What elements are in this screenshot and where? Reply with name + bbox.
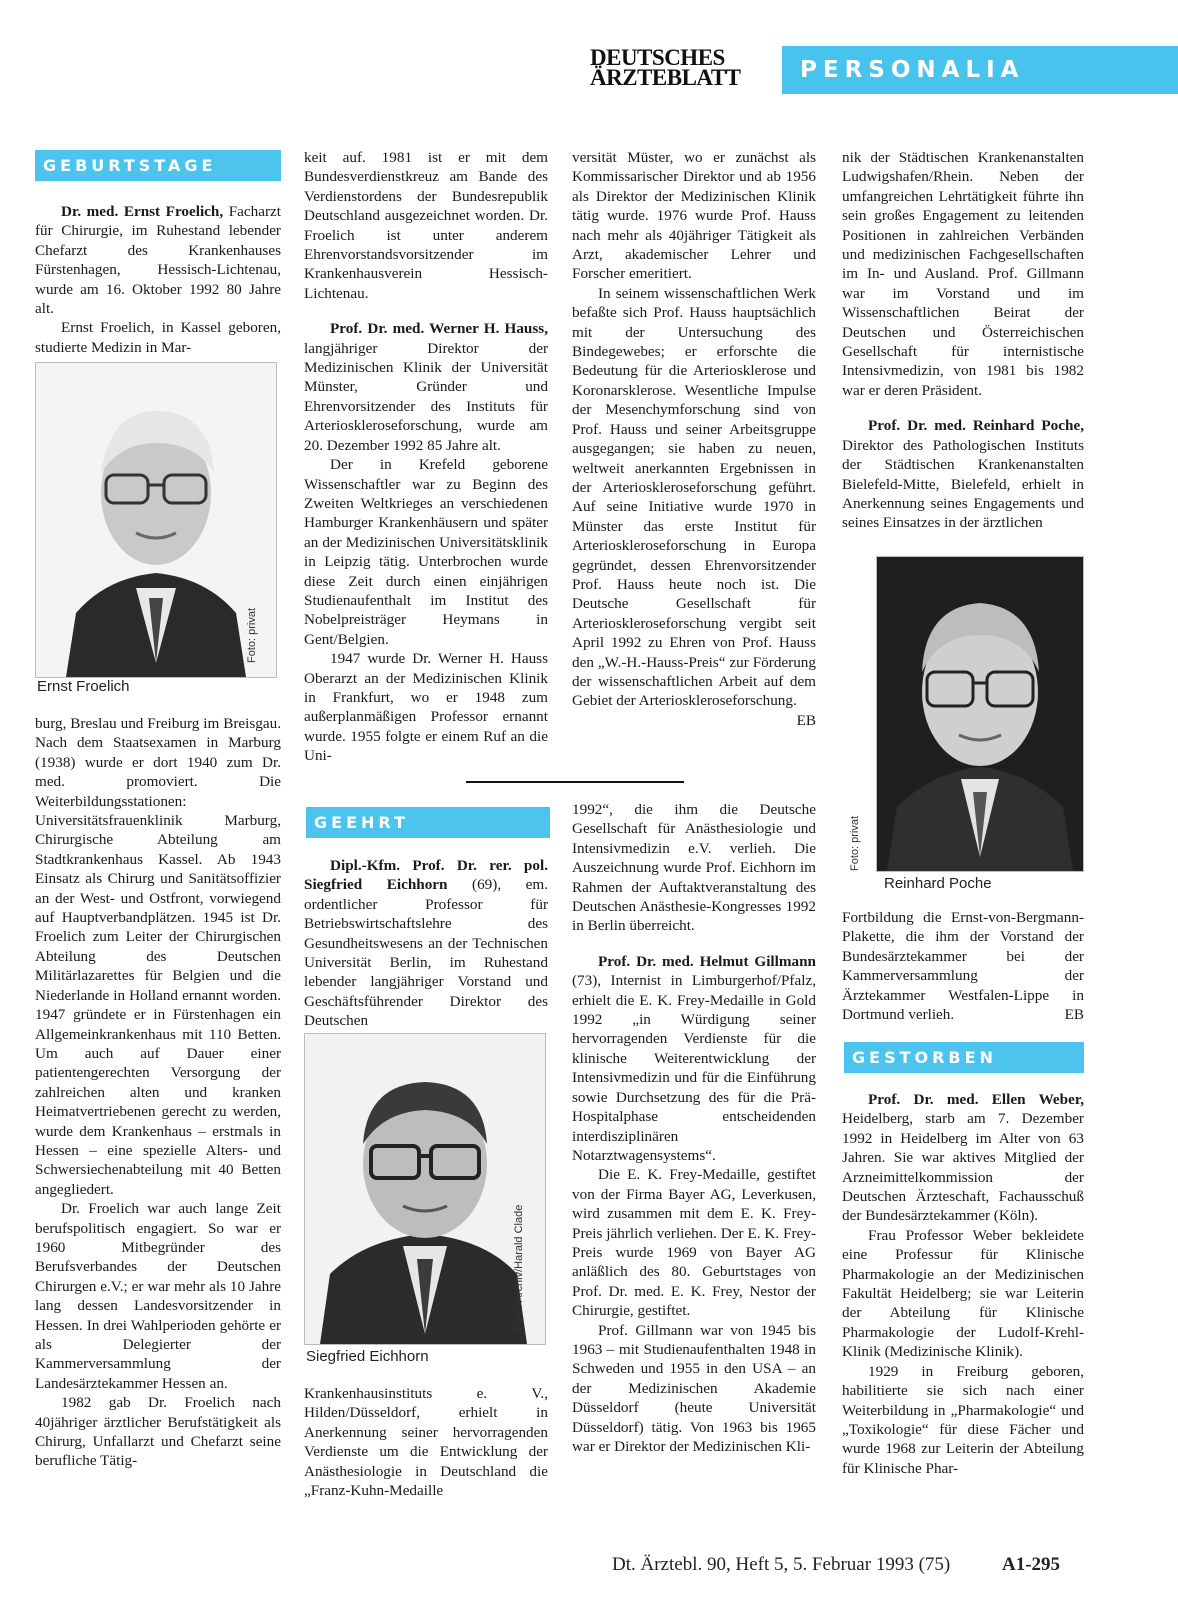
column-3-bottom [572,800,816,1456]
masthead-line-1: DEUTSCHES [590,45,725,70]
froelich-paragraph-2b: burg, Breslau und Freiburg im Breisgau. Nach dem Staatsexamen in Marburg (1938) wurde er dort 1940 zum Dr. med. promoviert. Die Weiterbildungsstationen: Universitätsfrauenklinik Marburg, Chirurgische Abteilung am Stadtkrankenhaus Kassel. Ab 1943 Einsatz als Chirurg und Sanitätsoffizier an der West- und Ostfront, vorwiegend auf Hauptverbandplätzen. 1945 ist Dr. Froelich zum Leiter der Chirurgischen Abteilung des Deutschen Militärlazarettes für Belgien und die Niederlande in Holland ernannt worden. 1947 gründete er in Fürstenhagen ein Allgemeinkrankenhaus mit 110 Betten. Um auch auf Dauer einer patientengerechten Versorgung der zahlreichen alten und kranken Heimatvertriebenen gerecht zu werden, wurde dem Krankenhaus – erstmals in Hessen – eine spezielle Alters- und Schwersiechenabteilung mit 40 Betten angegliedert. [35,715,281,1198]
weber-paragraph-2: Frau Professor Weber bekleidete eine Professur für Klinische Pharmakologie an der Medizinischen Fakultät Heidelberg; sie war Leiterin der Abteilung für Klinische Pharmakologie der Ludolf-Krehl-Klinik (Medizinische Klinik). [842,1226,1084,1361]
hauss-paragraph-3: 1947 wurde Dr. Werner H. Hauss Oberarzt an der Medizinischen Klinik in Frankfurt, wo er 1948 zum außerplanmäßigen Professor ernannt wurde. 1955 folgte er einem Ruf an die Uni- [304,650,548,765]
froelich-paragraph-end: keit auf. 1981 ist er mit dem Bundesverdienstkreuz am Bande des Verdienstordens der Bundesrepublik Deutschland ausgezeichnet worden. Dr. Froelich ist unter anderem Ehrenvorstandsvorsitzender im Krankenhausverein Hessisch-Lichtenau. [304,149,548,302]
portrait-image [305,1034,545,1344]
photo-credit: Foto: privat [246,607,258,663]
person-name-froelich: Dr. med. Ernst Froelich, [61,203,224,220]
hauss-intro: langjähriger Direktor der Medizinischen Klinik der Universität Münster, Gründer und Ehrenvorsitzender des Instituts für Arterioskleroseforschung, wurde am 20. Dezember 1992 85 Jahre alt. [304,339,548,454]
photo-siegfried-eichhorn [304,1033,546,1345]
masthead-line-2: ÄRZTEBLATT [590,65,741,90]
author-signature: EB [796,711,816,729]
author-signature: EB [1064,1006,1084,1024]
photo-reinhard-poche [849,556,1084,872]
eichhorn-continued: Krankenhausinstituts e. V., Hilden/Düsseldorf, erhielt in Anerkennung seiner hervorragenden Verdienste um die Entwicklung der Anästhesiologie in Deutschland die „Franz-Kuhn-Medaille [304,1385,548,1500]
hauss-paragraph-4: In seinem wissenschaftlichen Werk befaßte sich Prof. Hauss hauptsächlich mit der Untersuchung des Bindegewebes; er erforschte die Bedeutung für die Arteriosklerose und Koronarsklerose. Wesentliche Impulse der Mesenchymforschung sind von Prof. Hauss und seiner Arbeitsgruppe ausgegangen; sie haben zu neuen, weltweit anerkannten Ergebnissen in der Arterioskleroseforschung geführt. Auf seine Initiative wurde 1970 in Münster das erste Institut für Arterioskleroseforschung in Europa gegründet, dessen Ehrenvorsitzender Prof. Hauss heute noch ist. Die Deutsche Gesellschaft für Arterioskleroseforschung vergibt seit April 1992 zu Ehren von Prof. Hauss den „W.-H.-Hauss-Preis“ zur Förderung der wissenschaftlichen Arbeit auf dem Gebiet der Arterioskleroseforschung. [572,284,816,710]
gillmann-paragraph-3: Prof. Gillmann war von 1945 bis 1963 – mit Studienaufenthalten 1948 in Schweden und 1955 in den USA – an der Medizinischen Akademie Düsseldorf (heute Universität Düsseldorf) tätig. Von 1963 bis 1965 war er Direktor der Medizinischen Kli- [572,1321,816,1455]
section-bar-geburtstage: GEBURTSTAGE [35,150,281,181]
footer-citation: Dt. Ärztebl. 90, Heft 5, 5. Februar 1993 (75) [612,1554,951,1575]
eichhorn-intro: (69), em. ordentlicher Professor für Betriebswirtschaftslehre des Gesundheitswesens an der Technischen Universität Berlin, im Ruhestand lebender langjähriger Vorstand und Geschäftsführender Direktor des Deutschen [304,876,549,1030]
footer-page-number: A1-295 [1002,1554,1061,1575]
gillmann-intro: (73), Internist in Limburgerhof/Pfalz, erhielt die E. K. Frey-Medaille in Gold 1992 „in Würdigung seiner hervorragenden Verdienste für die klinische Weiterentwicklung der Intensivmedizin und für die Einführung sowie Durchsetzung des für die Prä-Hospitalphase entscheidenden interdisziplinären Notarztwagensystems“. [572,972,816,1164]
weber-paragraph-3: 1929 in Freiburg geboren, habilitierte sie sich nach einer Weiterbildung in „Pharmakologie“ und „Toxikologie“ für diese Fächer und wurde 1968 zur Leiterin der Abteilung für Klinische Phar- [842,1362,1084,1477]
photo-caption-poche: Reinhard Poche [884,875,992,892]
hauss-continued: versität Müster, wo er zunächst als Kommissarischer Direktor und ab 1956 als Direktor der Medizinischen Klinik tätig wurde. 1976 wurde Prof. Hauss nach mehr als 40jähriger Tätigkeit als Arzt, akademischer Lehrer und Forscher emeritiert. [572,149,816,283]
eichhorn-end: 1992“, die ihm die Deutsche Gesellschaft für Anästhesiologie und Intensivmedizin e.V. verlieh. Die Auszeichnung wurde Prof. Eichhorn im Rahmen der Auftaktveranstaltung des Deutschen Anästhesie-Kongresses 1992 in Berlin überreicht. [572,801,816,935]
column-4-bottom [842,1090,1084,1478]
photo-credit: Foto: Archiv/Harald Clade [513,1204,525,1330]
hauss-paragraph-2: Der in Krefeld geborene Wissenschaftler war zu Beginn des Zweiten Weltkrieges an verschiedenen Hamburger Krankenhäusern und später an der Medizinischen Universitätsklinik in Leipzig tätig. Unterbrochen wurde diese Zeit durch einen einjährigen Studienaufenthalt im Institut des Nobelpreisträger Heymans in Gent/Belgien. [304,456,548,648]
section-header-personalia: PERSONALIA [782,46,1178,94]
column-4-top [842,148,1084,533]
photo-ernst-froelich [35,362,277,678]
person-name-eichhorn: Dipl.-Kfm. Prof. Dr. rer. pol. Siegfried Eichhorn [304,857,548,894]
column-4-middle [842,908,1084,1024]
section-bar-geehrt: GEEHRT [306,807,550,838]
person-name-poche: Prof. Dr. med. Reinhard Poche, [868,417,1084,435]
gillmann-end: nik der Städtischen Krankenanstalten Ludwigshafen/Rhein. Neben der umfangreichen Lehrtätigkeit führte ihn sein großes Engagement zu leitenden Positionen in zahlreichen Verbänden und medizinischen Fachgesellschaften im In- und Ausland. Prof. Gillmann war im Vorstand und im Wissenschaftlichen Beirat der Deutschen und Österreichischen Gesellschaft für internistische Intensivmedizin, von 1981 bis 1982 war er deren Präsident. [842,149,1084,399]
column-2-top [304,148,548,766]
photo-caption-froelich: Ernst Froelich [37,678,130,695]
portrait-image [877,557,1083,871]
person-name-hauss: Prof. Dr. med. Werner H. Hauss, [330,320,548,338]
person-name-gillmann: Prof. Dr. med. Helmut Gillmann [598,952,816,970]
masthead [590,45,760,90]
froelich-intro: Facharzt für Chirurgie, im Ruhestand lebender Chefarzt des Krankenhauses Fürstenhagen, Hessisch-Lichtenau, wurde am 16. Oktober 1992 80 Jahre alt. [35,203,281,318]
photo-caption-eichhorn: Siegfried Eichhorn [306,1348,429,1365]
person-name-weber: Prof. Dr. med. Ellen Weber, [868,1091,1084,1108]
column-2-bottom [304,1384,548,1500]
column-2-middle [304,856,548,1031]
photo-credit: Foto: privat [849,815,861,871]
column-1-bottom [35,714,281,1471]
gillmann-paragraph-2: Die E. K. Frey-Medaille, gestiftet von der Firma Bayer AG, Leverkusen, wird zusammen mit dem E. K. Frey-Preis jährlich verliehen. Der E. K. Frey-Preis wurde 1969 von Bayer AG anläßlich des 80. Geburtstages von Prof. Dr. med. E. K. Frey, Nestor der Chirurgie, gestiftet. [572,1166,816,1320]
weber-intro: Heidelberg, starb am 7. Dezember 1992 in Heidelberg im Alter von 63 Jahren. Sie war aktives Mitglied der Arzneimittelkommission der Deutschen Ärzteschaft, Fachausschuß der Bundesärztekammer (Köln). [842,1110,1084,1225]
portrait-image [36,363,276,677]
column-1-top [35,202,281,357]
froelich-paragraph-2a: Ernst Froelich, in Kassel geboren, studierte Medizin in Mar- [35,319,281,356]
froelich-paragraph-4: 1982 gab Dr. Froelich nach 40jähriger ärztlicher Berufstätigkeit als Chirurg, Unfallarzt und Chefarzt seine berufliche Tätig- [35,1394,281,1470]
divider-rule [466,781,684,783]
poche-intro: Direktor des Pathologischen Instituts der Städtischen Krankenanstalten Bielefeld-Mitte, Bielefeld, erhielt in Anerkennung seines Engagements und seines Einsatzes in der ärztlichen [842,436,1084,532]
column-3-top [572,148,816,730]
froelich-paragraph-3: Dr. Froelich war auch lange Zeit berufspolitisch engagiert. So war er 1960 Mitbegründer des Berufsverbandes der Deutschen Chirurgen e.V.; er war mehr als 10 Jahre lang dessen Landesvorsitzender in Hessen. In drei Wahlperioden gehörte er als Delegierter der Kammerversammlung der Landesärztekammer Hessen an. [35,1200,281,1392]
poche-continued: Fortbildung die Ernst-von-Bergmann-Plakette, die ihm der Vorstand der Bundesärztekammer bei der Kammerversammlung der Ärztekammer Westfalen-Lippe in Dortmund verlieh. [842,909,1084,1024]
section-bar-gestorben: GESTORBEN [844,1042,1084,1073]
